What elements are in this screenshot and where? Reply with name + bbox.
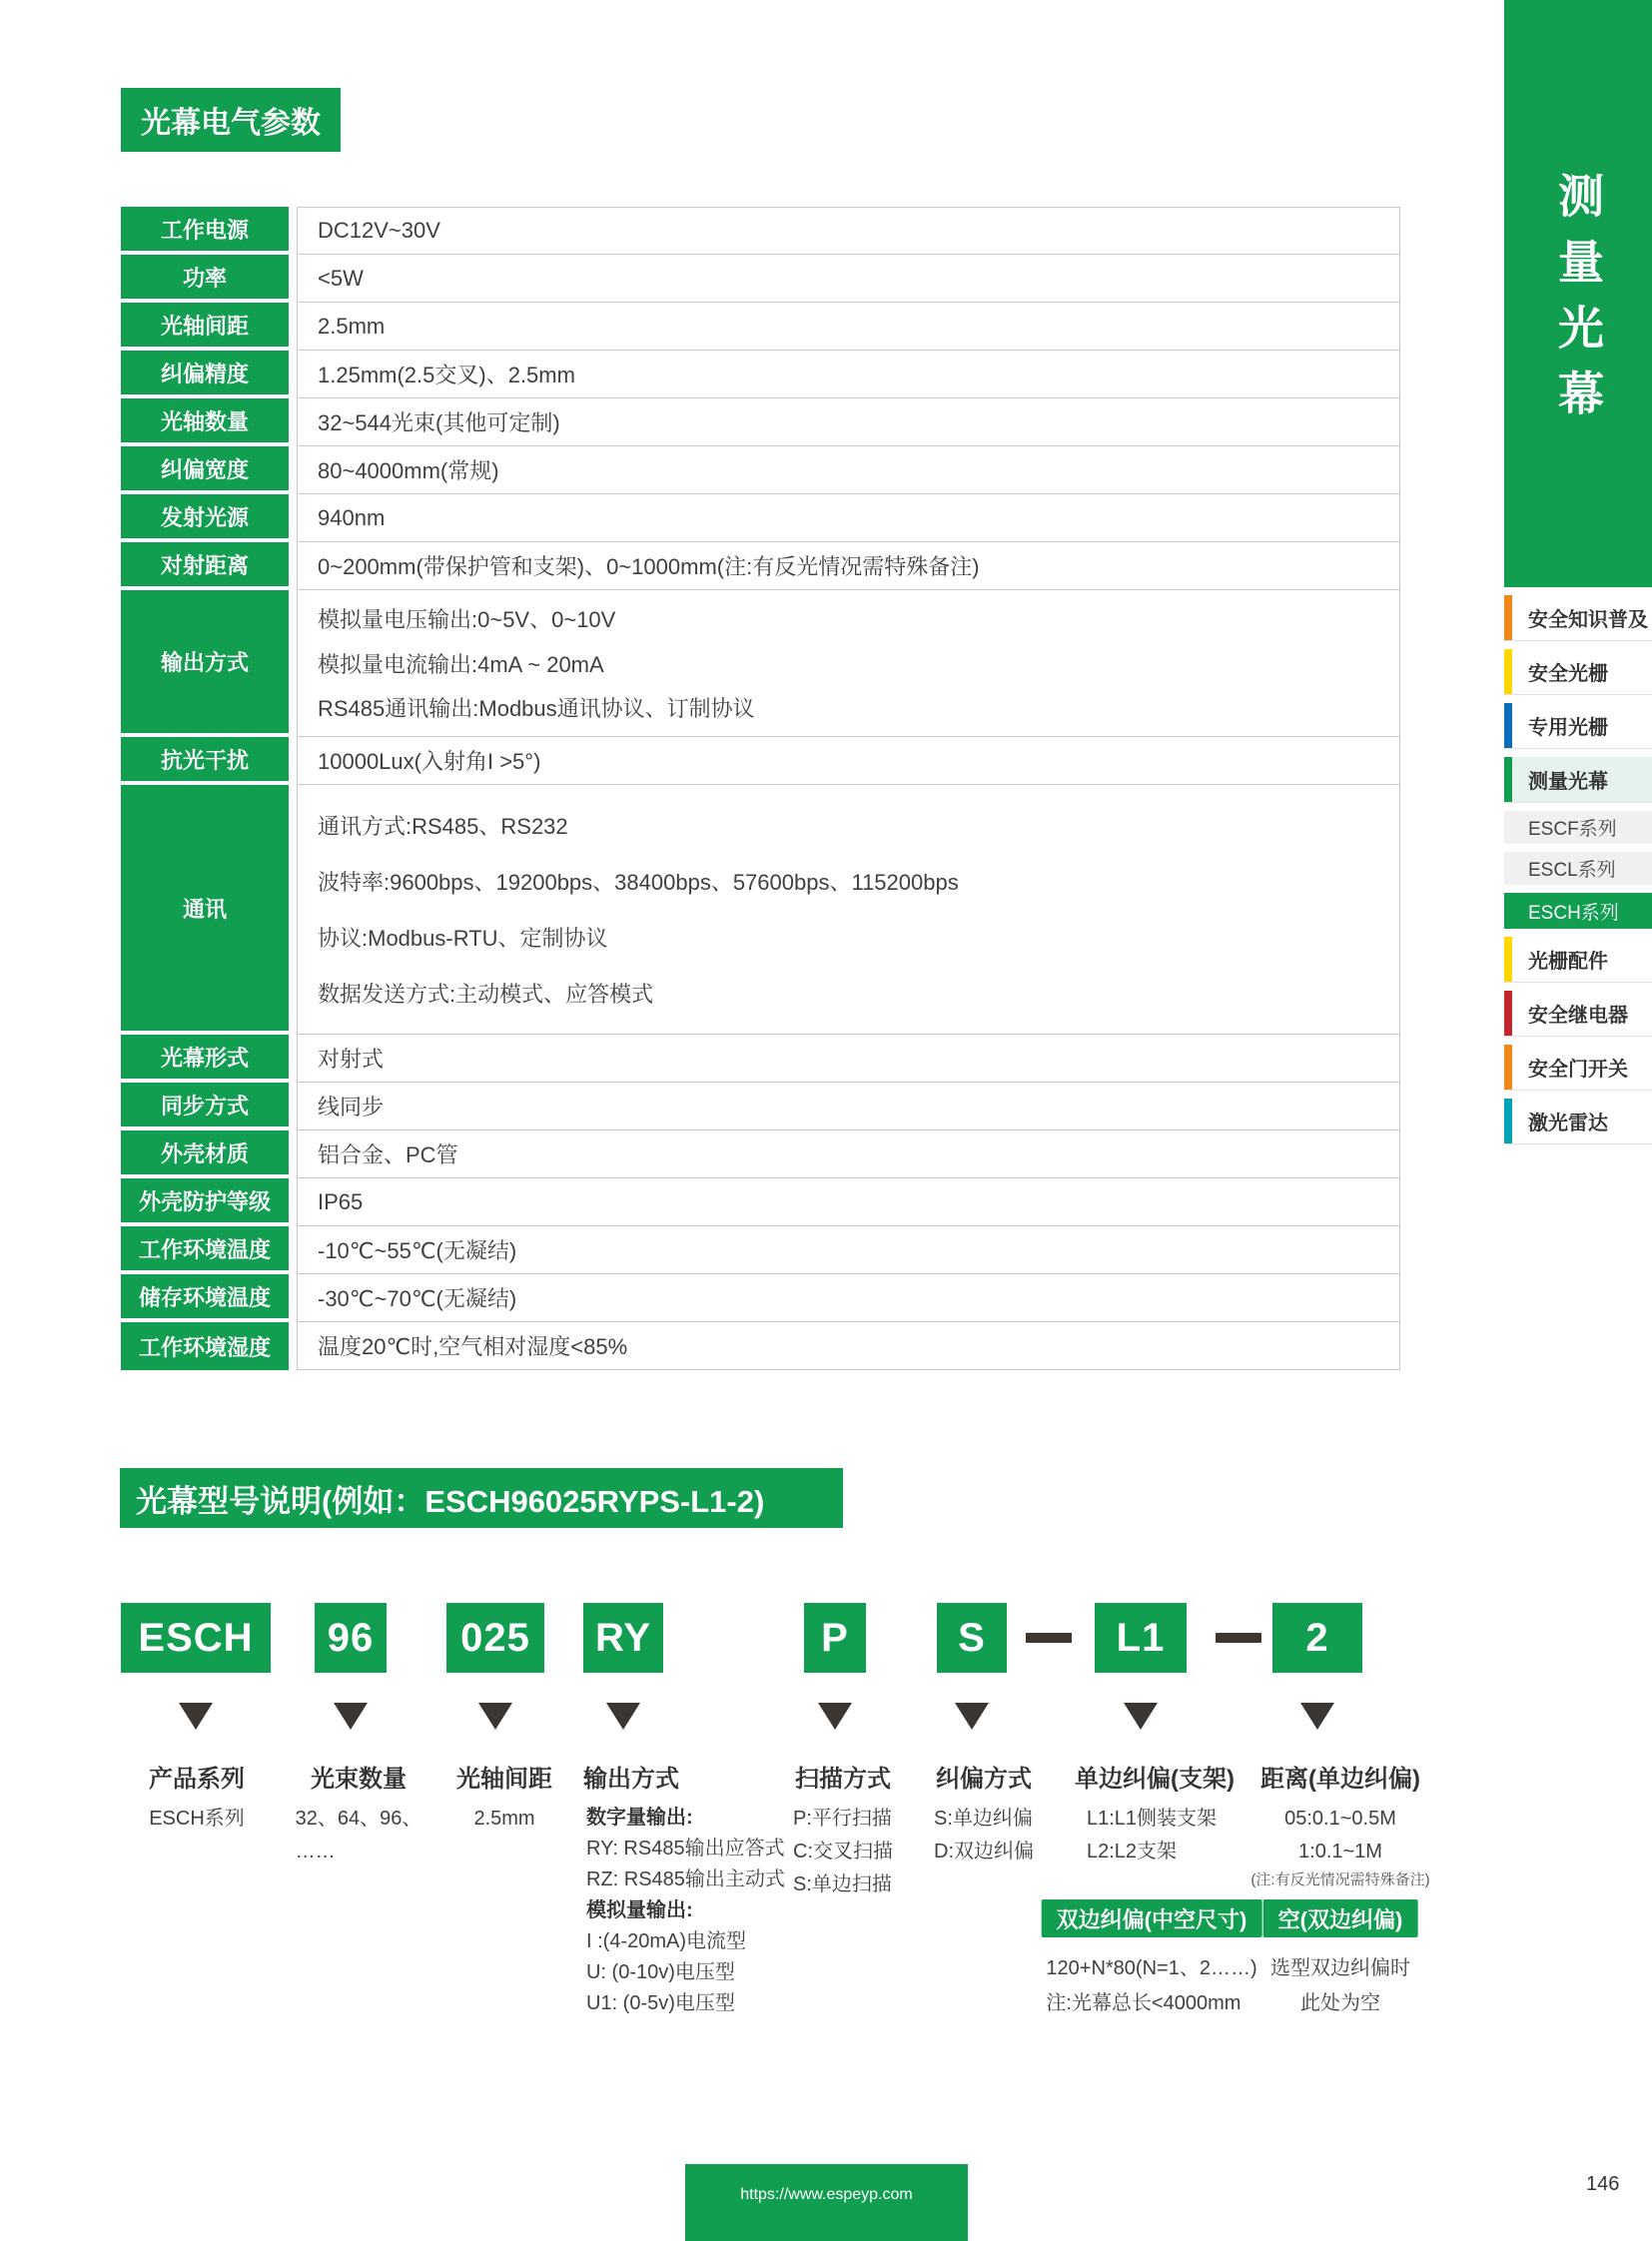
model-code-box-3: RY [583, 1603, 663, 1673]
sidebar-item-7[interactable] [1504, 937, 1652, 983]
spec-row-label: 工作电源 [121, 207, 289, 255]
nav-item-label: ESCH系列 [1528, 902, 1619, 924]
spec-row-value [297, 590, 1400, 737]
sidebar-item-8[interactable] [1504, 991, 1652, 1037]
spec-row-value [297, 351, 1400, 398]
spec-value-line: 1.25mm(2.5交叉)、2.5mm [318, 363, 575, 387]
model-description-line: S:单边纠偏 [934, 1808, 1033, 1830]
table-row [121, 785, 1400, 1035]
table-row [121, 351, 1400, 398]
spec-value-line: 940nm [318, 504, 386, 530]
spec-row-value [297, 785, 1400, 1035]
nav-item-label: 光栅配件 [1528, 951, 1608, 973]
spec-value-line: 温度20℃时,空气相对湿度<85% [318, 1334, 628, 1359]
spec-value-line: 协议:Modbus-RTU、定制协议 [318, 926, 608, 951]
spec-row-value [297, 1178, 1400, 1226]
footer-url[interactable]: https://www.espeyp.com [740, 2186, 913, 2203]
spec-value-line: IP65 [318, 1188, 364, 1214]
model-description-line: P:平行扫描 [793, 1808, 892, 1830]
model-column-description [934, 1803, 1034, 1868]
nav-item-label: 安全光栅 [1528, 663, 1608, 685]
model-description-line: 2.5mm [473, 1808, 535, 1830]
table-row [121, 398, 1400, 446]
model-description-line: I :(4-20mA)电流型 [586, 1930, 747, 1952]
triangle-down-icon [818, 1703, 852, 1730]
model-description-line: L2:L2支架 [1086, 1841, 1178, 1863]
spec-row-label: 外壳防护等级 [121, 1178, 289, 1226]
table-row [121, 1322, 1400, 1370]
nav-accent-bar [1504, 1099, 1512, 1143]
spec-value-line: 波特率:9600bps、19200bps、38400bps、57600bps、115200bps [318, 870, 959, 895]
table-row [121, 737, 1400, 785]
spec-row-label: 光轴间距 [121, 303, 289, 351]
nav-item-label: 安全知识普及 [1528, 609, 1648, 631]
model-description-line: 32、64、96、 [295, 1808, 422, 1830]
spec-value-line: 铝合金、PC管 [318, 1142, 458, 1167]
spec-row-value [297, 255, 1400, 303]
spec-row-label: 储存环境温度 [121, 1274, 289, 1322]
model-description-note: (注:有反光情况需特殊备注) [1250, 1871, 1430, 1888]
spec-value-line: 0~200mm(带保护管和支架)、0~1000mm(注:有反光情况需特殊备注) [318, 554, 980, 579]
spec-value-line: -30℃~70℃(无凝结) [318, 1286, 517, 1311]
model-code-box-1: 96 [315, 1603, 387, 1673]
spec-row-value [297, 494, 1400, 542]
model-code-box-5: S [937, 1603, 1007, 1673]
spec-row-value [297, 446, 1400, 494]
model-column-description [149, 1803, 245, 1836]
nav-item-label: 专用光栅 [1528, 717, 1608, 739]
sidebar-nav [1504, 595, 1652, 1144]
spec-row-value [297, 1322, 1400, 1370]
model-column-title: 距离(单边纠偏) [1260, 1766, 1420, 1793]
triangle-down-icon [334, 1703, 368, 1730]
spec-row-label: 对射距离 [121, 542, 289, 590]
spec-row-value [297, 542, 1400, 590]
model-column-title: 光束数量 [311, 1766, 407, 1793]
spec-value-line: 数据发送方式:主动模式、应答模式 [318, 982, 654, 1007]
model-column-description [296, 1803, 422, 1868]
category-banner-title: 测量光幕 [1552, 172, 1604, 435]
model-code-box-0: ESCH [121, 1603, 271, 1673]
model-separator-dash [1216, 1633, 1261, 1643]
spec-row-label: 外壳材质 [121, 1130, 289, 1178]
spec-value-line: RS485通讯输出:Modbus通讯协议、订制协议 [318, 695, 755, 721]
model-code-breakdown [121, 1603, 1430, 2202]
table-row [121, 1035, 1400, 1083]
nav-accent-bar [1504, 937, 1512, 982]
spec-row-label: 光幕形式 [121, 1035, 289, 1083]
model-code-box-7: 2 [1272, 1603, 1362, 1673]
spec-row-label: 同步方式 [121, 1083, 289, 1130]
model-sub-badge-description [1270, 1951, 1410, 2021]
spec-row-label: 发射光源 [121, 494, 289, 542]
model-column-title: 单边纠偏(支架) [1075, 1766, 1235, 1793]
sidebar-item-1[interactable] [1504, 649, 1652, 695]
spec-row-value [297, 207, 1400, 255]
model-description-line: RZ: RS485输出主动式 [586, 1868, 785, 1890]
spec-value-line: 80~4000mm(常规) [318, 458, 499, 483]
table-row [121, 542, 1400, 590]
sidebar-item-5[interactable] [1504, 852, 1652, 885]
model-column-description [1087, 1803, 1217, 1868]
footer-url-box [685, 2164, 968, 2241]
sidebar-item-6[interactable] [1504, 893, 1652, 929]
table-row [121, 494, 1400, 542]
nav-item-label: 安全继电器 [1528, 1005, 1628, 1027]
table-row [121, 1130, 1400, 1178]
model-description-line: 数字量输出: [586, 1807, 693, 1829]
category-banner [1504, 0, 1652, 587]
section-model-code-title: 光幕型号说明(例如：ESCH96025RYPS-L1-2) [120, 1468, 843, 1528]
section-electrical-params-title: 光幕电气参数 [121, 88, 341, 152]
model-description-line: U: (0-10v)电压型 [586, 1961, 735, 1983]
triangle-down-icon [179, 1703, 213, 1730]
spec-row-value [297, 1035, 1400, 1083]
model-sub-badge: 空(双边纠偏) [1263, 1899, 1418, 1937]
nav-accent-bar [1504, 703, 1512, 748]
model-column-description [1250, 1803, 1429, 1892]
sidebar-item-10[interactable] [1504, 1099, 1652, 1144]
model-column-description [793, 1803, 893, 1901]
model-separator-dash [1026, 1633, 1072, 1643]
sidebar-item-0[interactable] [1504, 595, 1652, 641]
model-after-line: 此处为空 [1300, 1992, 1380, 2014]
model-description-line: L1:L1侧装支架 [1086, 1808, 1218, 1830]
triangle-down-icon [955, 1703, 989, 1730]
spec-value-line: 通讯方式:RS485、RS232 [318, 814, 568, 839]
spec-value-line: 线同步 [318, 1095, 385, 1120]
nav-accent-bar [1504, 1045, 1512, 1090]
spec-value-line: 模拟量电流输出:4mA ~ 20mA [318, 651, 604, 677]
model-sub-badge: 双边纠偏(中空尺寸) [1042, 1899, 1262, 1937]
model-column-description [473, 1803, 534, 1836]
model-description-line: 模拟量输出: [586, 1899, 693, 1921]
model-description-line: RY: RS485输出应答式 [586, 1838, 785, 1860]
nav-item-label: ESCF系列 [1528, 819, 1617, 840]
model-code-box-2: 025 [446, 1603, 544, 1673]
model-description-line: D:双边纠偏 [934, 1841, 1034, 1863]
spec-value-line: 10000Lux(入射角I >5°) [318, 749, 541, 774]
spec-row-label: 工作环境温度 [121, 1226, 289, 1274]
table-row [121, 1178, 1400, 1226]
nav-accent-bar [1504, 595, 1512, 640]
model-after-line: 注:光幕总长<4000mm [1046, 1992, 1241, 2014]
model-description-line: ESCH系列 [149, 1808, 245, 1830]
spec-row-label: 光轴数量 [121, 398, 289, 446]
nav-item-label: 测量光幕 [1528, 771, 1608, 793]
spec-value-line: 模拟量电压输出:0~5V、0~10V [318, 607, 616, 633]
model-column-description [586, 1803, 785, 2019]
model-description-line: 05:0.1~0.5M [1284, 1808, 1396, 1830]
table-row [121, 1226, 1400, 1274]
spec-row-label: 通讯 [121, 785, 289, 1035]
table-row [121, 255, 1400, 303]
table-row [121, 590, 1400, 737]
model-code-box-6: L1 [1095, 1603, 1187, 1673]
sidebar-item-2[interactable] [1504, 703, 1652, 749]
spec-row-label: 输出方式 [121, 590, 289, 737]
triangle-down-icon [606, 1703, 640, 1730]
table-row [121, 446, 1400, 494]
model-description-line: 1:0.1~1M [1298, 1841, 1382, 1863]
nav-accent-bar [1504, 991, 1512, 1036]
table-row [121, 1274, 1400, 1322]
spec-row-label: 纠偏宽度 [121, 446, 289, 494]
model-description-line: S:单边扫描 [793, 1873, 892, 1895]
sidebar-item-4[interactable] [1504, 811, 1652, 844]
spec-value-line: 对射式 [318, 1047, 385, 1072]
model-description-line: C:交叉扫描 [793, 1841, 893, 1863]
sidebar-item-3[interactable] [1504, 757, 1652, 803]
spec-value-line: -10℃~55℃(无凝结) [318, 1238, 517, 1263]
nav-accent-bar [1504, 757, 1512, 802]
model-column-title: 产品系列 [149, 1766, 245, 1793]
page-number: 146 [1586, 2173, 1620, 2195]
spec-value-line: 2.5mm [318, 313, 386, 339]
model-column-title: 扫描方式 [795, 1766, 891, 1793]
spec-row-value [297, 398, 1400, 446]
model-column-title: 光轴间距 [456, 1766, 552, 1793]
table-row [121, 207, 1400, 255]
spec-row-label: 纠偏精度 [121, 351, 289, 398]
spec-value-line: <5W [318, 265, 364, 291]
nav-item-label: 安全门开关 [1528, 1059, 1628, 1081]
model-sub-badge-description [1046, 1951, 1256, 2021]
spec-row-value [297, 1274, 1400, 1322]
triangle-down-icon [478, 1703, 512, 1730]
model-description-line: U1: (0-5v)电压型 [586, 1992, 735, 2014]
model-column-title: 输出方式 [583, 1766, 679, 1793]
spec-row-label: 工作环境湿度 [121, 1322, 289, 1370]
model-code-box-4: P [804, 1603, 866, 1673]
spec-row-value [297, 737, 1400, 785]
spec-row-value [297, 1130, 1400, 1178]
model-after-line: 120+N*80(N=1、2……) [1046, 1957, 1257, 1979]
table-row [121, 303, 1400, 351]
nav-item-label: ESCL系列 [1528, 860, 1616, 881]
nav-accent-bar [1504, 649, 1512, 694]
triangle-down-icon [1124, 1703, 1158, 1730]
spec-row-value [297, 1083, 1400, 1130]
triangle-down-icon [1300, 1703, 1334, 1730]
nav-item-label: 激光雷达 [1528, 1113, 1608, 1134]
sidebar-item-9[interactable] [1504, 1045, 1652, 1091]
spec-row-label: 功率 [121, 255, 289, 303]
spec-table [121, 207, 1400, 1370]
spec-row-value [297, 303, 1400, 351]
spec-value-line: 32~544光束(其他可定制) [318, 410, 560, 435]
model-description-line: …… [295, 1841, 336, 1863]
spec-row-value [297, 1226, 1400, 1274]
model-column-title: 纠偏方式 [936, 1766, 1032, 1793]
spec-row-label: 抗光干扰 [121, 737, 289, 785]
spec-value-line: DC12V~30V [318, 218, 440, 243]
model-after-line: 选型双边纠偏时 [1270, 1957, 1410, 1979]
table-row [121, 1083, 1400, 1130]
